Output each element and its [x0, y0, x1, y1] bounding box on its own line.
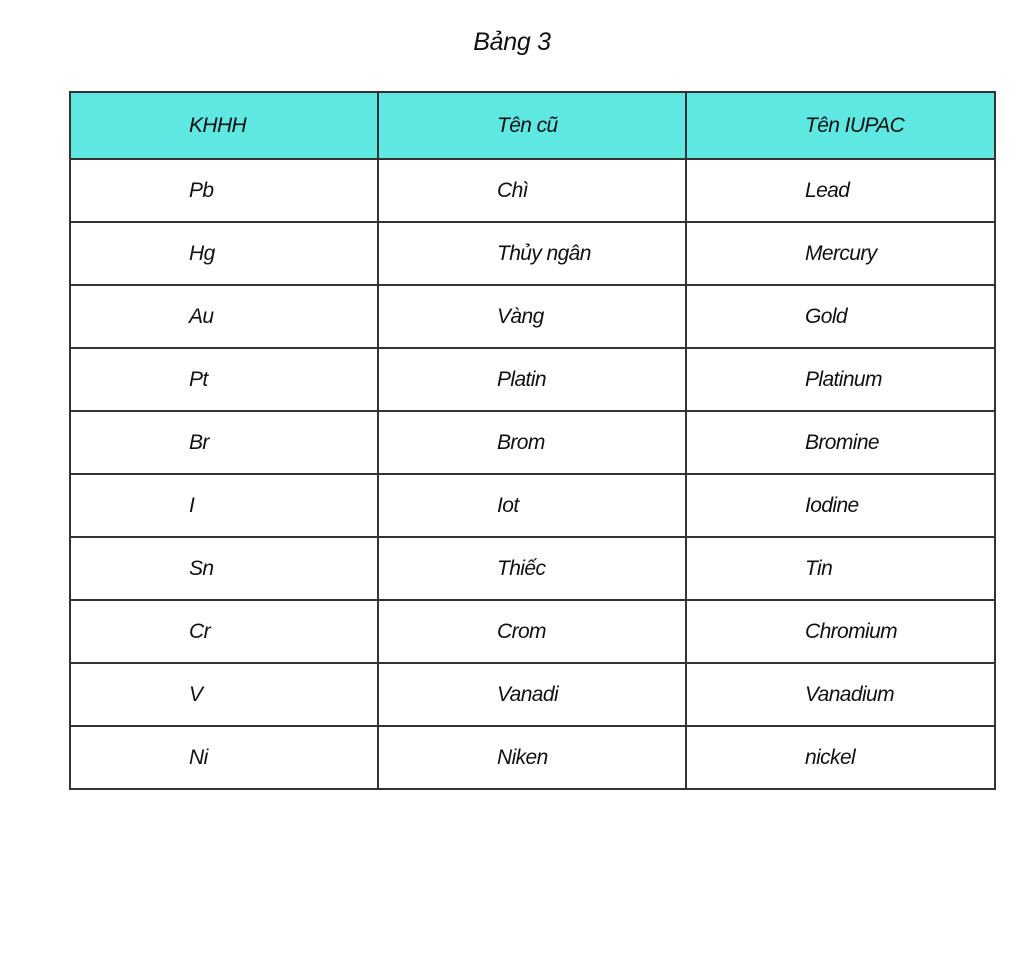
cell-symbol: Pb — [70, 159, 378, 222]
header-symbol: KHHH — [70, 92, 378, 159]
cell-iupac-name: Tin — [686, 537, 995, 600]
cell-old-name: Iot — [378, 474, 686, 537]
table-row — [70, 285, 995, 348]
cell-symbol: Pt — [70, 348, 378, 411]
cell-iupac-name: Mercury — [686, 222, 995, 285]
cell-symbol: V — [70, 663, 378, 726]
cell-iupac-name: Iodine — [686, 474, 995, 537]
cell-symbol: Ni — [70, 726, 378, 789]
table-header-row — [70, 92, 995, 159]
cell-symbol: Cr — [70, 600, 378, 663]
cell-symbol: Sn — [70, 537, 378, 600]
cell-old-name: Brom — [378, 411, 686, 474]
cell-iupac-name: Lead — [686, 159, 995, 222]
table-row — [70, 159, 995, 222]
table-caption: Bảng 3 — [473, 28, 551, 56]
cell-iupac-name: Platinum — [686, 348, 995, 411]
table-row — [70, 474, 995, 537]
cell-symbol: Au — [70, 285, 378, 348]
table-row — [70, 537, 995, 600]
cell-symbol: Br — [70, 411, 378, 474]
cell-old-name: Chì — [378, 159, 686, 222]
table-row — [70, 411, 995, 474]
cell-old-name: Vàng — [378, 285, 686, 348]
table-row — [70, 663, 995, 726]
cell-iupac-name: nickel — [686, 726, 995, 789]
cell-old-name: Thủy ngân — [378, 222, 686, 285]
header-iupac-name: Tên IUPAC — [686, 92, 995, 159]
cell-old-name: Thiếc — [378, 537, 686, 600]
cell-old-name: Niken — [378, 726, 686, 789]
element-names-table — [69, 91, 996, 790]
cell-symbol: I — [70, 474, 378, 537]
cell-iupac-name: Vanadium — [686, 663, 995, 726]
cell-iupac-name: Chromium — [686, 600, 995, 663]
header-old-name: Tên cũ — [378, 92, 686, 159]
table-row — [70, 222, 995, 285]
table-row — [70, 600, 995, 663]
table-row — [70, 348, 995, 411]
cell-old-name: Platin — [378, 348, 686, 411]
table-row — [70, 726, 995, 789]
cell-iupac-name: Gold — [686, 285, 995, 348]
cell-old-name: Vanadi — [378, 663, 686, 726]
cell-symbol: Hg — [70, 222, 378, 285]
cell-iupac-name: Bromine — [686, 411, 995, 474]
cell-old-name: Crom — [378, 600, 686, 663]
